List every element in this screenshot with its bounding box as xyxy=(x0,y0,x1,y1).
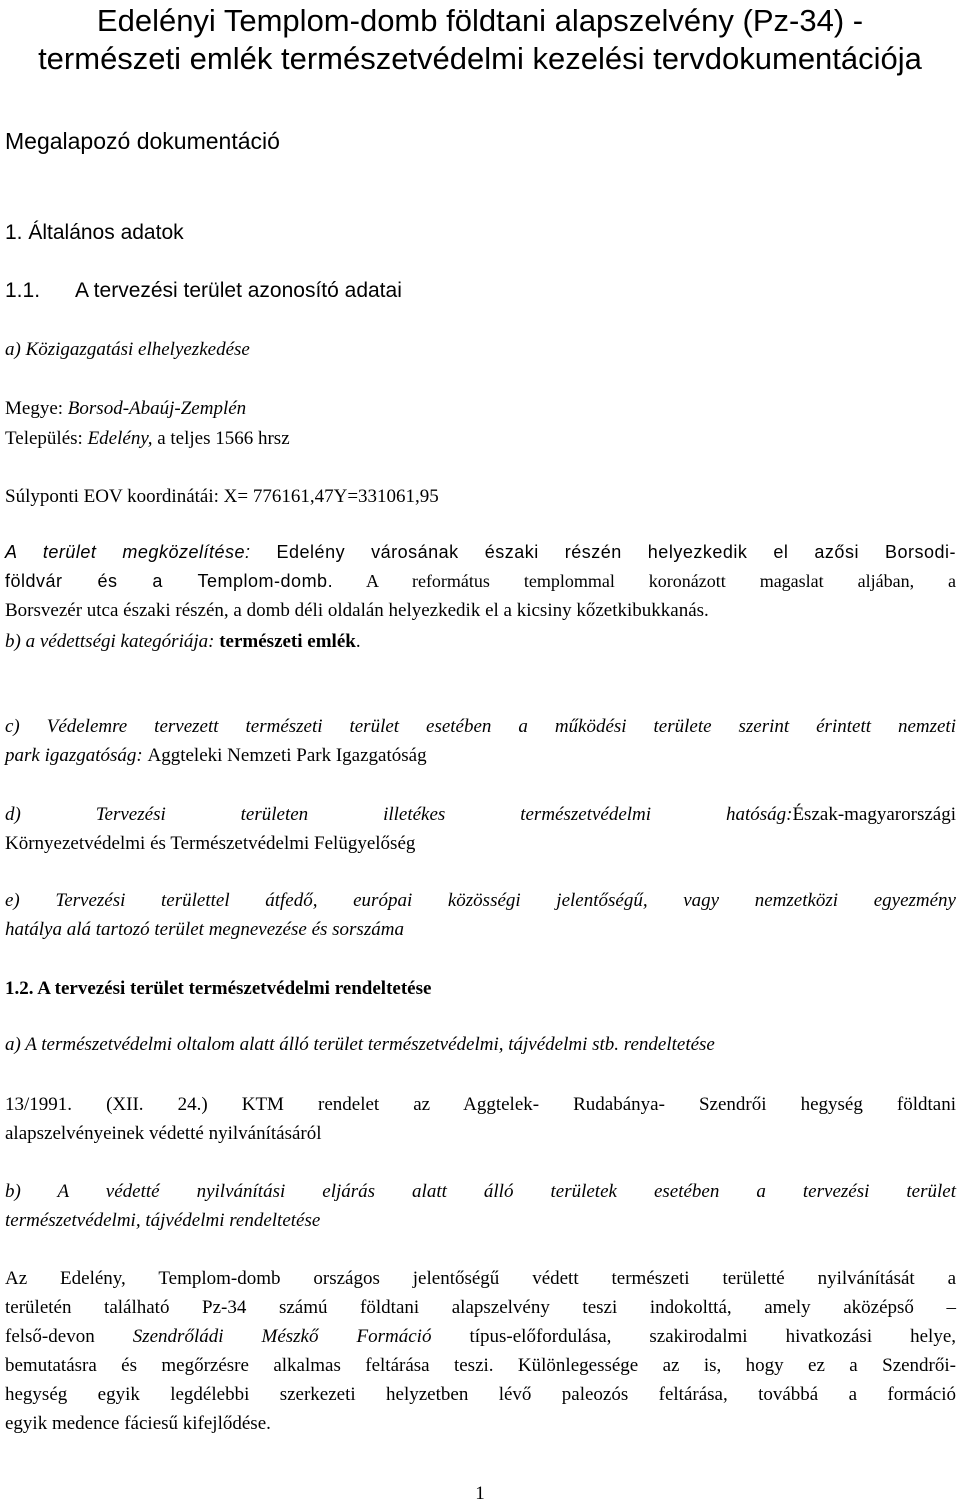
pending-protection-line-1: b) A védetté nyilvánítási eljárás alatt álló területek esetében a tervezési terület xyxy=(5,1181,956,1202)
section-1-1-label: A tervezési terület azonosító adatai xyxy=(75,279,402,302)
pending-protection-heading xyxy=(5,1177,956,1235)
decree-line-1: 13/1991. (XII. 24.) KTM rendelet az Aggtelek- Rudabánya- Szendrői hegység földtani xyxy=(5,1094,956,1115)
approach-line-1 xyxy=(5,538,956,567)
settlement-label: Település: xyxy=(5,428,88,449)
formation-name: Szendrőládi Mészkő Formáció xyxy=(132,1326,432,1347)
national-park-value: Aggteleki Nemzeti Park Igazgatóság xyxy=(147,745,427,766)
decree-line-2: alapszelvényeinek védetté nyilvánításáról xyxy=(5,1123,322,1144)
authority-line-1 xyxy=(5,800,956,829)
justification-line-3 xyxy=(5,1322,956,1351)
national-park-line-2 xyxy=(5,741,956,770)
justification-line-3-a: felső-devon xyxy=(5,1326,133,1347)
decree xyxy=(5,1090,956,1148)
settlement-rest: a teljes 1566 hrsz xyxy=(152,428,290,449)
county-line xyxy=(5,395,956,422)
overlapping-area-line-2: hatálya alá tartozó terület megnevezése és sorszáma xyxy=(5,919,404,940)
authority-label: d) Tervezési területen illetékes természetvédelmi hatóság: xyxy=(5,804,793,825)
protection-category xyxy=(5,628,956,655)
section-1-heading: 1. Általános adatok xyxy=(5,221,184,244)
authority xyxy=(5,800,956,858)
page-number: 1 xyxy=(475,1483,485,1504)
approach-line-2 xyxy=(5,567,956,596)
pending-protection-line-2: természetvédelmi, tájvédelmi rendeltetése xyxy=(5,1210,321,1231)
approach-line-2-a: földvár és a Templom-domb. xyxy=(5,571,334,591)
approach-paragraph xyxy=(5,538,956,625)
title-line-1: Edelényi Templom-domb földtani alapszelvény (Pz-34) - xyxy=(96,3,864,38)
national-park-directorate xyxy=(5,712,956,770)
eov-coordinates: Súlyponti EOV koordinátái: X= 776161,47Y=331061,95 xyxy=(5,486,439,507)
justification-line-5: hegység egyik legdélebbi szerkezeti helyzetben lévő paleozós feltárása, továbbá a formáció xyxy=(5,1384,956,1405)
national-park-label: park igazgatóság: xyxy=(5,745,148,766)
justification-line-1: Az Edelény, Templom-domb országos jelentőségű védett természeti területté nyilvánítását a xyxy=(5,1268,956,1289)
section-1-1-number: 1.1. xyxy=(5,279,41,302)
administrative-location-heading: a) Közigazgatási elhelyezkedése xyxy=(5,339,250,360)
justification-line-4: bemutatásra és megőrzésre alkalmas feltárása teszi. Különlegessége az is, hogy ez a Szendrői- xyxy=(5,1355,956,1376)
overlapping-area-line-1: e) Tervezési területtel átfedő, európai közösségi jelentőségű, vagy nemzetközi egyezmény xyxy=(5,890,956,911)
approach-label: A terület megközelítése: xyxy=(5,542,251,562)
protection-category-label: b) a védettségi kategóriája: xyxy=(5,631,220,652)
authority-value: Észak-magyarországi xyxy=(792,804,956,825)
approach-line-3: Borsvezér utca északi részén, a domb déli oldalán helyezkedik el a kicsiny kőzetkibukkanás. xyxy=(5,600,709,621)
county-value: Borsod-Abaúj-Zemplén xyxy=(67,398,247,419)
purpose-heading: a) A természetvédelmi oltalom alatt álló terület természetvédelmi, tájvédelmi stb. rendeltetése xyxy=(5,1034,715,1055)
authority-line-2: Környezetvédelmi és Természetvédelmi Felügyelőség xyxy=(5,833,416,854)
justification-line-3-b: típus-előfordulása, szakirodalmi hivatkozási helye, xyxy=(431,1326,957,1347)
approach-line-1-rest: Edelény városának északi részén helyezkedik el azősi Borsodi- xyxy=(250,542,956,562)
subtitle: Megalapozó dokumentáció xyxy=(5,128,280,154)
overlapping-area xyxy=(5,886,956,944)
settlement-line xyxy=(5,425,956,452)
county-label: Megye: xyxy=(5,398,68,419)
section-1-2-heading: 1.2. A tervezési terület természetvédelmi rendeltetése xyxy=(5,978,432,999)
protection-category-value: természeti emlék xyxy=(219,631,356,652)
document-title xyxy=(0,2,960,78)
section-1-1-heading xyxy=(5,279,956,303)
justification-line-6: egyik medence fáciesű kifejlődése. xyxy=(5,1413,271,1434)
justification-line-2: területén található Pz-34 számú földtani alapszelvény teszi indokolttá, amely aközépső – xyxy=(5,1297,956,1318)
protection-category-end: . xyxy=(355,631,361,652)
national-park-line-1: c) Védelemre tervezett természeti terület esetében a működési területe szerint érintett nemzeti xyxy=(5,716,956,737)
approach-line-2-b: A református templommal koronázott magaslat aljában, a xyxy=(333,571,956,591)
settlement-value: Edelény, xyxy=(87,428,153,449)
title-line-2: természeti emlék természetvédelmi kezelési tervdokumentációja xyxy=(38,41,922,76)
justification-paragraph xyxy=(5,1264,956,1438)
